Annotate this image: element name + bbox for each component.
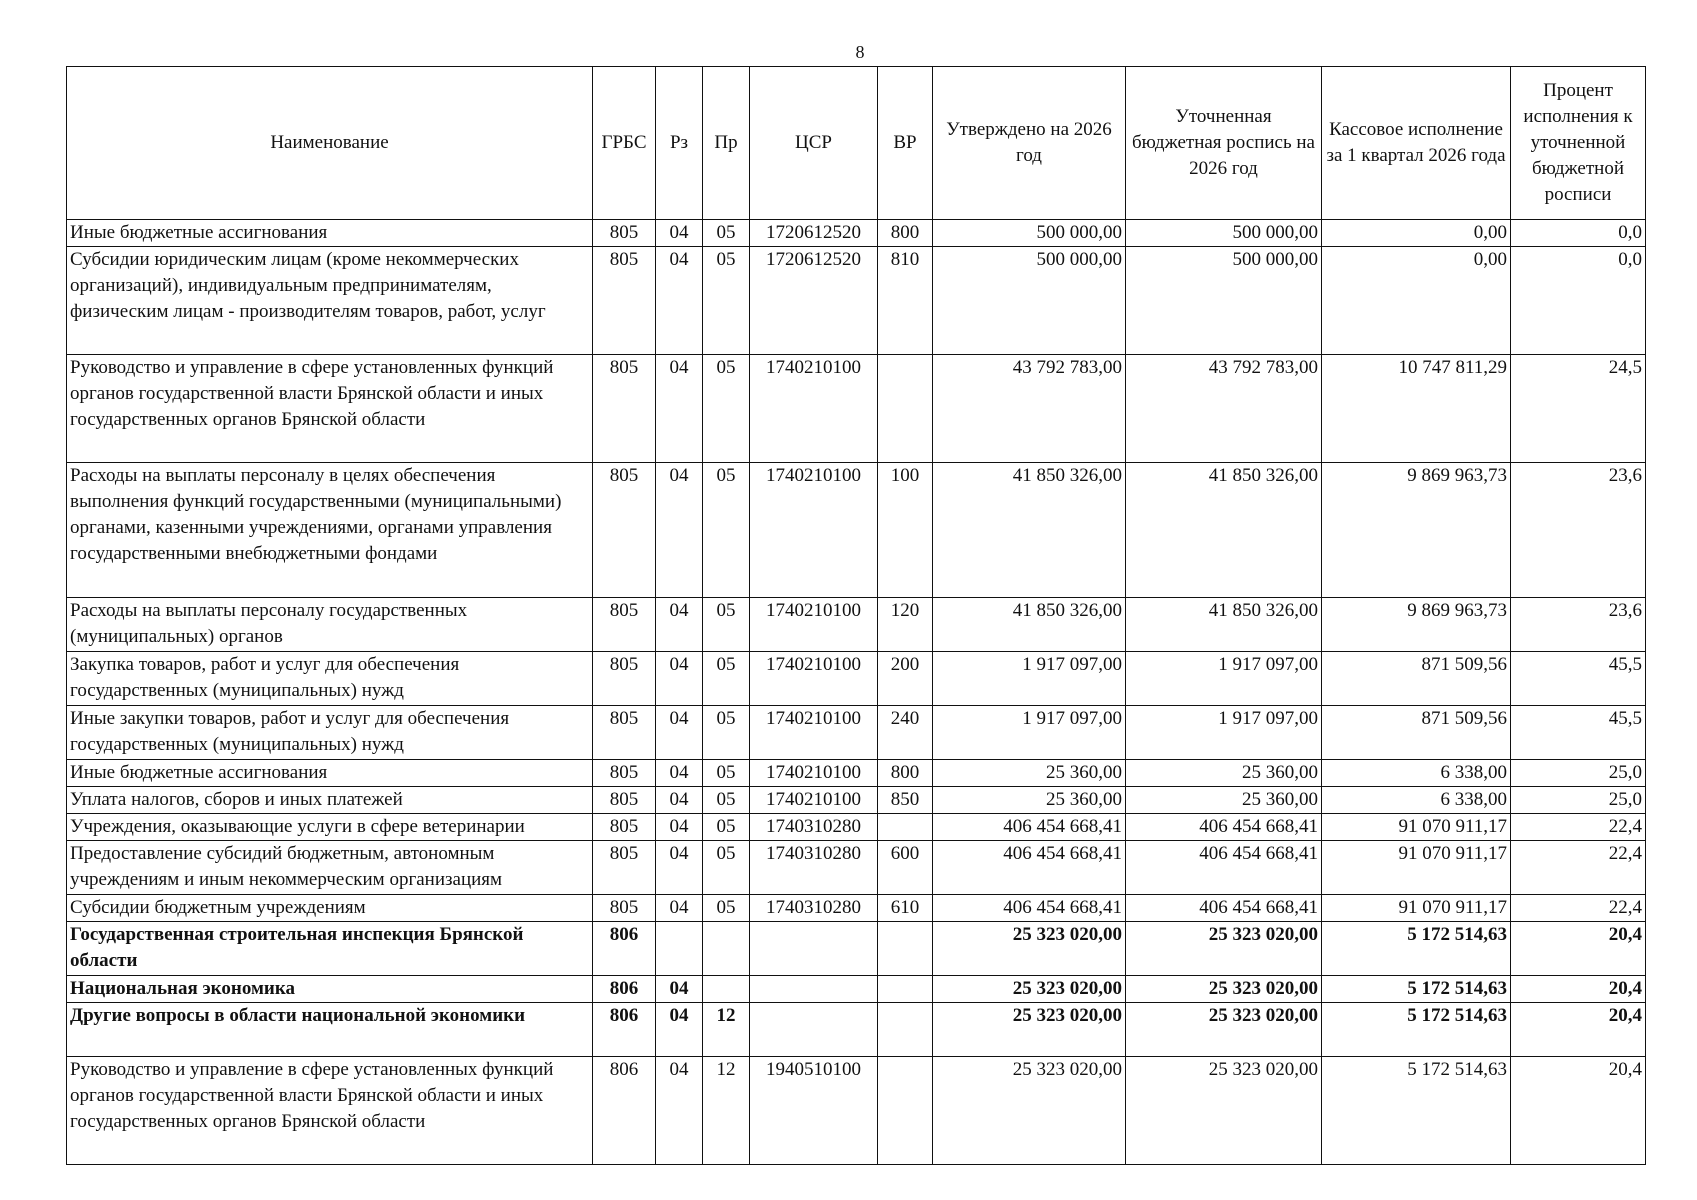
header-approved: Утверждено на 2026 год [933,67,1126,220]
row-approved: 41 850 326,00 [933,598,1126,652]
row-pr: 05 [703,814,750,841]
table-row [67,706,1646,760]
table-row [67,976,1646,1003]
row-rz [656,922,703,976]
row-refined: 406 454 668,41 [1126,841,1322,895]
table-header-row [67,67,1646,220]
row-refined: 43 792 783,00 [1126,355,1322,463]
row-grbs: 805 [593,841,656,895]
row-percent: 20,4 [1511,922,1646,976]
row-pr: 05 [703,895,750,922]
header-vr: ВР [878,67,933,220]
row-cash: 9 869 963,73 [1322,598,1511,652]
row-refined: 1 917 097,00 [1126,652,1322,706]
row-grbs: 805 [593,814,656,841]
row-percent: 0,0 [1511,247,1646,355]
row-grbs: 806 [593,1003,656,1057]
row-grbs: 805 [593,895,656,922]
row-refined: 41 850 326,00 [1126,463,1322,598]
row-name: Руководство и управление в сфере установленных функций органов государственной власти Брянской области и иных государственных органов Брянской области [67,355,593,463]
row-name: Предоставление субсидий бюджетным, автономным учреждениям и иным некоммерческим организациям [67,841,593,895]
row-grbs: 805 [593,220,656,247]
row-percent: 0,0 [1511,220,1646,247]
row-name: Иные бюджетные ассигнования [67,760,593,787]
row-percent: 22,4 [1511,895,1646,922]
table-row [67,220,1646,247]
row-refined: 25 323 020,00 [1126,1057,1322,1165]
row-refined: 25 323 020,00 [1126,976,1322,1003]
row-vr [878,814,933,841]
row-cash: 871 509,56 [1322,706,1511,760]
row-grbs: 806 [593,922,656,976]
row-pr: 05 [703,355,750,463]
row-rz: 04 [656,760,703,787]
row-pr: 05 [703,463,750,598]
header-rz: Рз [656,67,703,220]
row-refined: 25 360,00 [1126,787,1322,814]
row-name: Иные бюджетные ассигнования [67,220,593,247]
row-percent: 25,0 [1511,760,1646,787]
row-refined: 25 323 020,00 [1126,1003,1322,1057]
table-row [67,247,1646,355]
row-csr: 1940510100 [750,1057,878,1165]
row-csr: 1740210100 [750,760,878,787]
row-refined: 41 850 326,00 [1126,598,1322,652]
row-percent: 25,0 [1511,787,1646,814]
table-row [67,895,1646,922]
row-refined: 500 000,00 [1126,220,1322,247]
row-vr [878,922,933,976]
budget-execution-table [66,66,1646,1165]
header-name: Наименование [67,67,593,220]
row-vr [878,1057,933,1165]
row-approved: 1 917 097,00 [933,706,1126,760]
row-pr: 05 [703,787,750,814]
table-row [67,1057,1646,1165]
row-grbs: 805 [593,787,656,814]
row-cash: 91 070 911,17 [1322,841,1511,895]
row-pr [703,922,750,976]
row-grbs: 806 [593,976,656,1003]
row-name: Уплата налогов, сборов и иных платежей [67,787,593,814]
table-row [67,355,1646,463]
row-vr: 240 [878,706,933,760]
row-pr: 05 [703,247,750,355]
row-approved: 500 000,00 [933,247,1126,355]
row-vr: 200 [878,652,933,706]
row-percent: 24,5 [1511,355,1646,463]
header-cash: Кассовое исполнение за 1 квартал 2026 года [1322,67,1511,220]
row-refined: 1 917 097,00 [1126,706,1322,760]
page-number: 8 [855,42,865,62]
row-percent: 20,4 [1511,1057,1646,1165]
table-row [67,652,1646,706]
row-name: Национальная экономика [67,976,593,1003]
row-cash: 5 172 514,63 [1322,922,1511,976]
row-csr: 1740210100 [750,355,878,463]
row-pr: 05 [703,220,750,247]
row-name: Расходы на выплаты персоналу государственных (муниципальных) органов [67,598,593,652]
row-rz: 04 [656,220,703,247]
table-row [67,760,1646,787]
row-name: Закупка товаров, работ и услуг для обеспечения государственных (муниципальных) нужд [67,652,593,706]
row-cash: 0,00 [1322,247,1511,355]
header-percent: Процент исполнения к уточненной бюджетной росписи [1511,67,1646,220]
row-percent: 22,4 [1511,814,1646,841]
row-cash: 6 338,00 [1322,787,1511,814]
row-rz: 04 [656,841,703,895]
row-rz: 04 [656,463,703,598]
row-grbs: 805 [593,247,656,355]
row-approved: 41 850 326,00 [933,463,1126,598]
row-percent: 23,6 [1511,463,1646,598]
row-vr: 850 [878,787,933,814]
row-csr: 1720612520 [750,220,878,247]
row-percent: 23,6 [1511,598,1646,652]
row-cash: 871 509,56 [1322,652,1511,706]
row-approved: 1 917 097,00 [933,652,1126,706]
row-cash: 5 172 514,63 [1322,1057,1511,1165]
row-csr: 1740210100 [750,463,878,598]
header-grbs: ГРБС [593,67,656,220]
row-grbs: 805 [593,463,656,598]
row-percent: 45,5 [1511,652,1646,706]
row-cash: 91 070 911,17 [1322,814,1511,841]
row-rz: 04 [656,814,703,841]
row-name: Субсидии бюджетным учреждениям [67,895,593,922]
row-rz: 04 [656,247,703,355]
table-row [67,598,1646,652]
row-approved: 25 323 020,00 [933,1057,1126,1165]
row-pr: 05 [703,598,750,652]
row-rz: 04 [656,355,703,463]
row-percent: 45,5 [1511,706,1646,760]
table-row [67,841,1646,895]
row-grbs: 805 [593,706,656,760]
header-csr: ЦСР [750,67,878,220]
row-refined: 25 360,00 [1126,760,1322,787]
table-row [67,463,1646,598]
row-cash: 6 338,00 [1322,760,1511,787]
row-pr [703,976,750,1003]
row-csr: 1740210100 [750,598,878,652]
row-approved: 406 454 668,41 [933,814,1126,841]
row-refined: 500 000,00 [1126,247,1322,355]
row-vr: 800 [878,220,933,247]
row-approved: 25 323 020,00 [933,1003,1126,1057]
row-percent: 20,4 [1511,1003,1646,1057]
row-pr: 12 [703,1057,750,1165]
row-rz: 04 [656,787,703,814]
row-approved: 25 323 020,00 [933,922,1126,976]
row-name: Субсидии юридическим лицам (кроме некоммерческих организаций), индивидуальным предпринимателям, физическим лицам - производителям товаров, работ, услуг [67,247,593,355]
row-vr: 810 [878,247,933,355]
row-pr: 05 [703,652,750,706]
row-name: Другие вопросы в области национальной экономики [67,1003,593,1057]
row-rz: 04 [656,1057,703,1165]
row-percent: 22,4 [1511,841,1646,895]
row-csr: 1740210100 [750,706,878,760]
row-approved: 43 792 783,00 [933,355,1126,463]
row-cash: 0,00 [1322,220,1511,247]
row-csr [750,976,878,1003]
table-row [67,814,1646,841]
row-rz: 04 [656,706,703,760]
row-rz: 04 [656,598,703,652]
row-pr: 12 [703,1003,750,1057]
table-row [67,787,1646,814]
row-approved: 406 454 668,41 [933,895,1126,922]
row-grbs: 806 [593,1057,656,1165]
row-vr [878,976,933,1003]
row-vr: 600 [878,841,933,895]
row-rz: 04 [656,976,703,1003]
row-grbs: 805 [593,652,656,706]
row-name: Руководство и управление в сфере установленных функций органов государственной власти Брянской области и иных государственных органов Брянской области [67,1057,593,1165]
row-vr [878,355,933,463]
row-rz: 04 [656,1003,703,1057]
row-cash: 5 172 514,63 [1322,1003,1511,1057]
row-name: Иные закупки товаров, работ и услуг для обеспечения государственных (муниципальных) нужд [67,706,593,760]
row-approved: 500 000,00 [933,220,1126,247]
row-approved: 406 454 668,41 [933,841,1126,895]
row-vr: 610 [878,895,933,922]
row-refined: 406 454 668,41 [1126,814,1322,841]
row-pr: 05 [703,706,750,760]
table-row [67,1003,1646,1057]
row-rz: 04 [656,652,703,706]
row-vr: 800 [878,760,933,787]
row-grbs: 805 [593,598,656,652]
row-vr [878,1003,933,1057]
row-pr: 05 [703,841,750,895]
row-name: Государственная строительная инспекция Брянской области [67,922,593,976]
row-grbs: 805 [593,355,656,463]
row-cash: 9 869 963,73 [1322,463,1511,598]
row-percent: 20,4 [1511,976,1646,1003]
row-csr: 1740310280 [750,841,878,895]
row-pr: 05 [703,760,750,787]
row-csr: 1740210100 [750,652,878,706]
row-approved: 25 360,00 [933,760,1126,787]
row-csr: 1740310280 [750,814,878,841]
row-approved: 25 360,00 [933,787,1126,814]
row-csr [750,1003,878,1057]
row-cash: 91 070 911,17 [1322,895,1511,922]
row-csr: 1720612520 [750,247,878,355]
row-cash: 5 172 514,63 [1322,976,1511,1003]
row-name: Учреждения, оказывающие услуги в сфере ветеринарии [67,814,593,841]
row-grbs: 805 [593,760,656,787]
row-rz: 04 [656,895,703,922]
header-refined: Уточненная бюджетная роспись на 2026 год [1126,67,1322,220]
row-approved: 25 323 020,00 [933,976,1126,1003]
row-vr: 120 [878,598,933,652]
row-csr: 1740310280 [750,895,878,922]
row-name: Расходы на выплаты персоналу в целях обеспечения выполнения функций государственными (муниципальными) органами, казенными учреждениями, органами управления государственными внебюджетными фондами [67,463,593,598]
row-cash: 10 747 811,29 [1322,355,1511,463]
header-pr: Пр [703,67,750,220]
row-csr [750,922,878,976]
table-row [67,922,1646,976]
row-csr: 1740210100 [750,787,878,814]
row-refined: 25 323 020,00 [1126,922,1322,976]
row-vr: 100 [878,463,933,598]
row-refined: 406 454 668,41 [1126,895,1322,922]
